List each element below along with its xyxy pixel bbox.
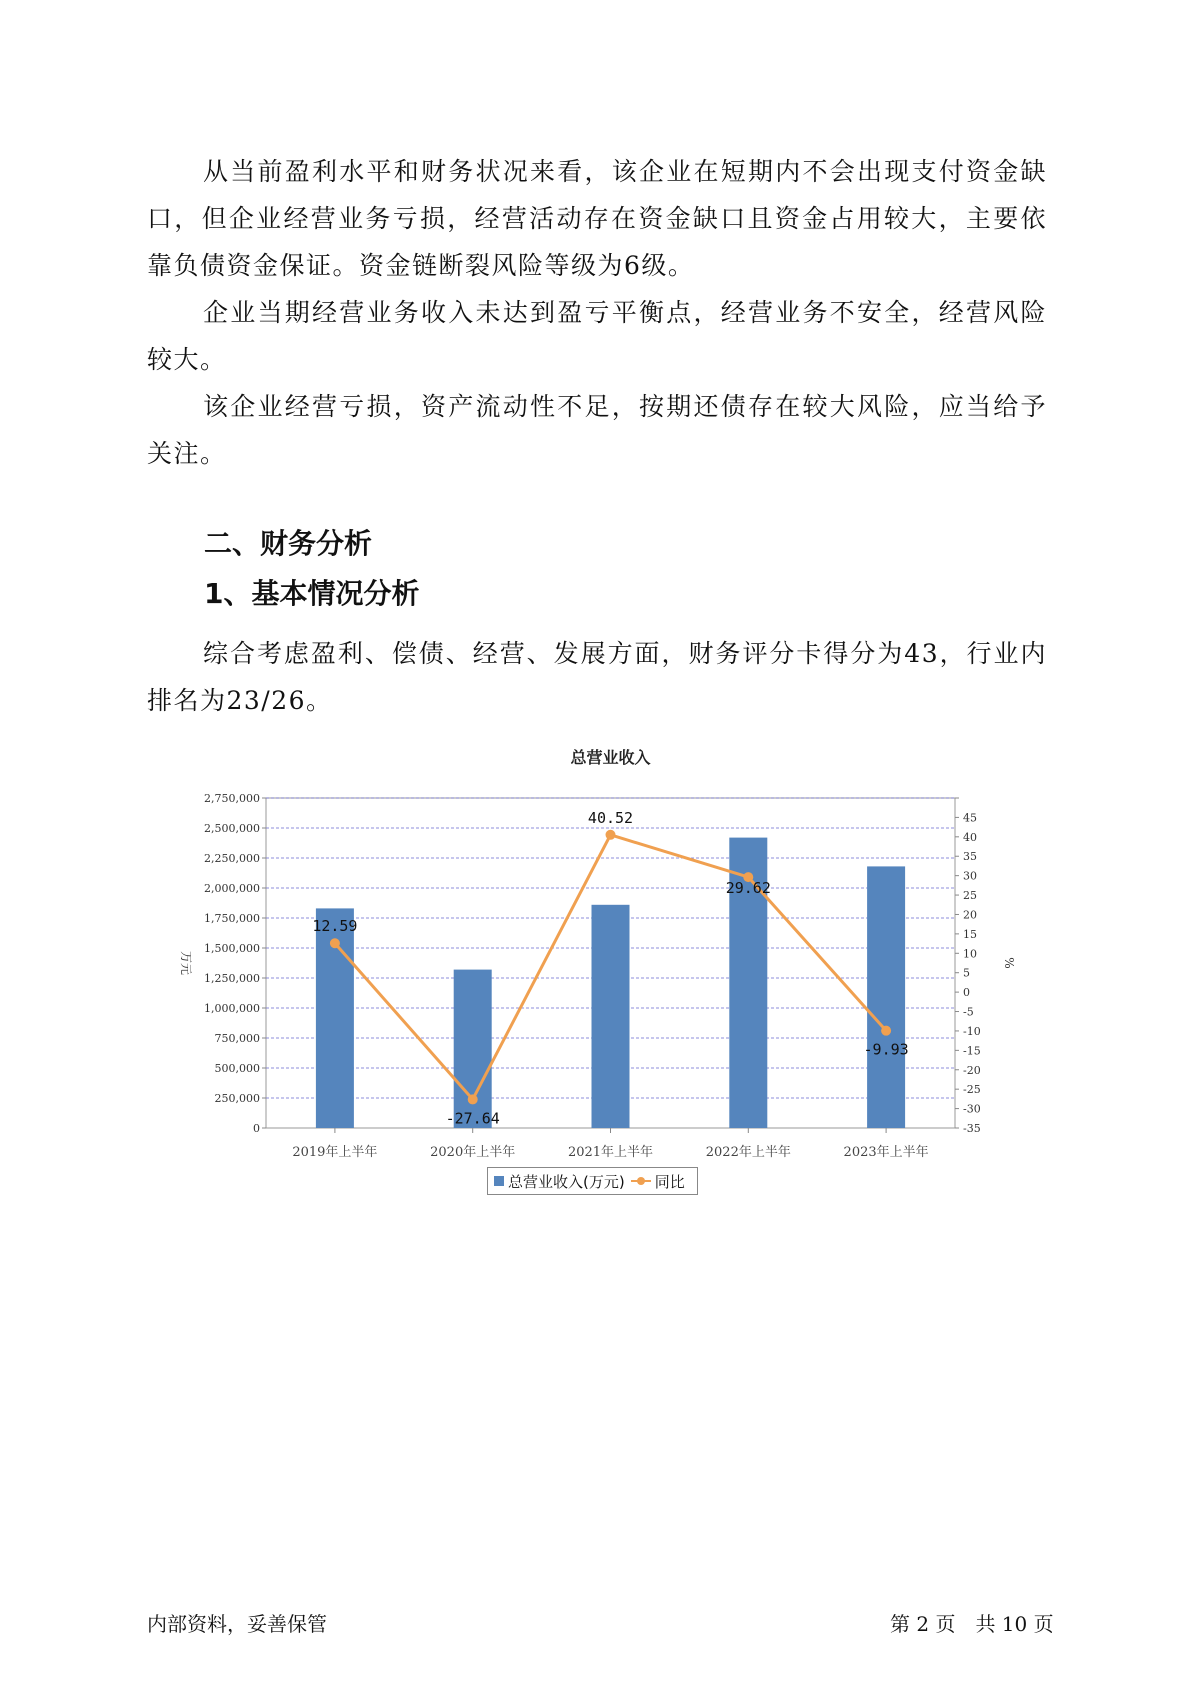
y2-tick-label: -5: [963, 1005, 974, 1019]
y-tick-label: 750,000: [214, 1032, 260, 1045]
subsection-heading: 1、基本情况分析: [204, 577, 420, 610]
paragraph-2: 企业当期经营业务收入未达到盈亏平衡点，经营业务不安全，经营风险较大。: [147, 298, 1047, 374]
revenue-chart: [170, 745, 1020, 1165]
x-tick-label: 2020年上半年: [430, 1145, 516, 1160]
y2-tick-label: -25: [963, 1083, 981, 1097]
y2-tick-label: 10: [963, 947, 977, 961]
y-tick-label: 250,000: [214, 1092, 260, 1105]
data-label: 12.59: [312, 917, 358, 936]
bar: [592, 905, 630, 1128]
paragraph-1: 从当前盈利水平和财务状况来看，该企业在短期内不会出现支付资金缺口，但企业经营业务亏损，经营活动存在资金缺口且资金占用较大，主要依靠负债资金保证。资金链断裂风险等级为6级。: [147, 157, 1047, 280]
paragraph-3: 该企业经营亏损，资产流动性不足，按期还债存在较大风险，应当给予关注。: [147, 392, 1047, 468]
yoy-point: [881, 1026, 891, 1036]
y2-tick-label: 0: [963, 986, 970, 1000]
bar: [867, 866, 905, 1128]
y2-tick-label: -30: [963, 1102, 981, 1116]
yoy-point: [606, 830, 616, 840]
section-heading: 二、财务分析: [204, 527, 373, 560]
data-label: -9.93: [863, 1040, 909, 1059]
legend-bar-swatch: [494, 1176, 504, 1186]
x-tick-label: 2023年上半年: [843, 1145, 929, 1160]
x-tick-label: 2021年上半年: [567, 1145, 654, 1160]
y-tick-label: 500,000: [214, 1062, 260, 1075]
y2-tick-label: 30: [963, 869, 977, 883]
y2-tick-label: 45: [963, 811, 977, 825]
yoy-point: [330, 938, 340, 948]
y2-tick-label: 15: [963, 927, 977, 941]
legend-label-yoy: 同比: [654, 1172, 685, 1191]
y-tick-label: 1,250,000: [204, 972, 260, 985]
data-label: 29.62: [725, 879, 771, 898]
y-tick-label: 1,500,000: [204, 942, 260, 955]
y2-tick-label: 35: [963, 850, 977, 864]
y2-tick-label: 20: [963, 908, 977, 922]
y-tick-label: 1,750,000: [204, 912, 260, 925]
data-label: -27.64: [445, 1109, 500, 1128]
y2-tick-label: 25: [963, 889, 977, 903]
legend-line-swatch: [631, 1176, 651, 1186]
yoy-point: [468, 1094, 478, 1104]
y2-tick-label: 40: [963, 830, 977, 844]
y2-tick-label: 5: [963, 966, 970, 980]
y2-axis-label: %: [1002, 957, 1016, 969]
footer-left: 内部资料，妥善保管: [147, 1612, 327, 1636]
x-tick-label: 2022年上半年: [705, 1145, 791, 1160]
summary-paragraph: 综合考虑盈利、偿债、经营、发展方面，财务评分卡得分为43，行业内排名为23/26。: [147, 639, 1047, 715]
y-tick-label: 1,000,000: [204, 1002, 260, 1015]
y2-tick-label: -15: [963, 1044, 981, 1058]
y2-tick-label: -20: [963, 1063, 981, 1077]
y-axis-label: 万元: [179, 950, 193, 976]
y2-tick-label: -35: [963, 1122, 981, 1135]
y-tick-label: 2,500,000: [204, 822, 260, 835]
chart-title: 总营业收入: [570, 748, 651, 767]
chart-legend: [487, 1167, 698, 1195]
y-tick-label: 2,000,000: [204, 882, 260, 895]
footer-page-number: 第 2 页 共 10 页: [890, 1612, 1054, 1636]
y-tick-label: 2,750,000: [204, 792, 260, 805]
legend-item-revenue: [494, 1171, 625, 1192]
data-label: 40.52: [587, 808, 634, 827]
y-tick-label: 2,250,000: [204, 852, 260, 865]
y-tick-label: 0: [253, 1122, 260, 1135]
y2-tick-label: -10: [963, 1024, 981, 1038]
legend-label-revenue: 总营业收入(万元): [508, 1172, 625, 1191]
x-tick-label: 2019年上半年: [292, 1145, 378, 1160]
legend-item-yoy: [631, 1171, 685, 1192]
